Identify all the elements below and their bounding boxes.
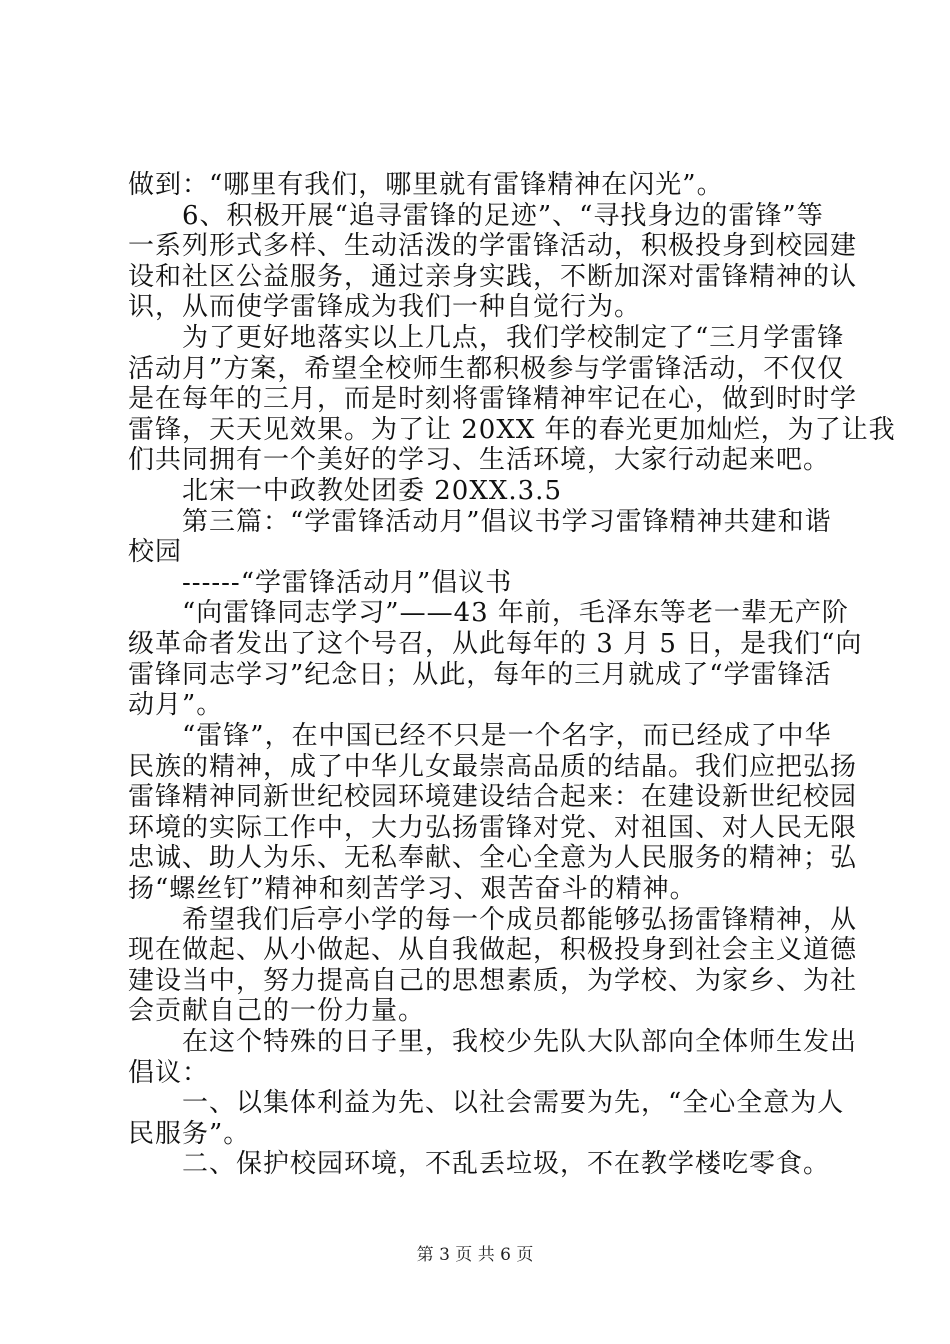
- text-line: 雷锋精神同新世纪校园环境建设结合起来：在建设新世纪校园: [128, 782, 858, 813]
- text-line: 民族的精神，成了中华儿女最崇高品质的结晶。我们应把弘扬: [128, 751, 858, 782]
- text-line: 是在每年的三月，而是时刻将雷锋精神牢记在心，做到时时学: [128, 384, 858, 415]
- text-line: 级革命者发出了这个号召，从此每年的 3 月 5 日，是我们“向: [128, 629, 863, 660]
- text-line: 忠诚、助人为乐、无私奉献、全心全意为人民服务的精神；弘: [128, 843, 858, 874]
- signature-line: 北宋一中政教处团委 20XX.3.5: [128, 476, 562, 507]
- text-line: 设和社区公益服务，通过亲身实践，不断加深对雷锋精神的认: [128, 261, 858, 292]
- text-line: 雷锋，天天见效果。为了让 20XX 年的春光更加灿烂，为了让我: [128, 414, 896, 445]
- text-line: 民服务”。: [128, 1118, 251, 1149]
- text-line: 现在做起、从小做起、从自我做起，积极投身到社会主义道德: [128, 935, 858, 966]
- text-line: 识，从而使学雷锋成为我们一种自觉行为。: [128, 292, 642, 323]
- text-line: 建设当中，努力提高自己的思想素质，为学校、为家乡、为社: [128, 965, 858, 996]
- text-line: 会贡献自己的一份力量。: [128, 996, 426, 1027]
- text-line: 6、积极开展“追寻雷锋的足迹”、“寻找身边的雷锋”等: [128, 200, 824, 231]
- text-line: 一系列形式多样、生动活泼的学雷锋活动，积极投身到校园建: [128, 231, 858, 262]
- text-line: 倡议：: [128, 1057, 210, 1088]
- section-heading-cont: 校园: [128, 537, 183, 568]
- page-number-footer: 第 3 页 共 6 页: [416, 1245, 534, 1265]
- text-line: 活动月”方案，希望全校师生都积极参与学雷锋活动，不仅仅: [128, 353, 845, 384]
- section-heading: 第三篇：“学雷锋活动月”倡议书学习雷锋精神共建和谐: [128, 506, 832, 537]
- text-line: 二、保护校园环境，不乱丢垃圾，不在教学楼吃零食。: [128, 1149, 831, 1180]
- text-line: 扬“螺丝钉”精神和刻苦学习、艰苦奋斗的精神。: [128, 873, 697, 904]
- text-line: 一、以集体利益为先、以社会需要为先，“全心全意为人: [128, 1088, 845, 1119]
- text-line: 希望我们后亭小学的每一个成员都能够弘扬雷锋精神，从: [128, 904, 858, 935]
- text-line: 做到：“哪里有我们，哪里就有雷锋精神在闪光”。: [128, 170, 724, 200]
- text-line: 为了更好地落实以上几点，我们学校制定了“三月学雷锋: [128, 323, 845, 354]
- subtitle-line: ------“学雷锋活动月”倡议书: [128, 567, 513, 598]
- text-line: “雷锋”，在中国已经不只是一个名字，而已经成了中华: [128, 720, 832, 751]
- text-line: 在这个特殊的日子里，我校少先队大队部向全体师生发出: [128, 1026, 858, 1057]
- text-line: 环境的实际工作中，大力弘扬雷锋对党、对祖国、对人民无限: [128, 812, 858, 843]
- text-line: 雷锋同志学习”纪念日；从此，每年的三月就成了“学雷锋活: [128, 659, 832, 690]
- text-line: 们共同拥有一个美好的学习、生活环境，大家行动起来吧。: [128, 445, 831, 476]
- text-line: 动月”。: [128, 690, 224, 721]
- text-line: “向雷锋同志学习”——43 年前，毛泽东等老一辈无产阶: [128, 598, 849, 629]
